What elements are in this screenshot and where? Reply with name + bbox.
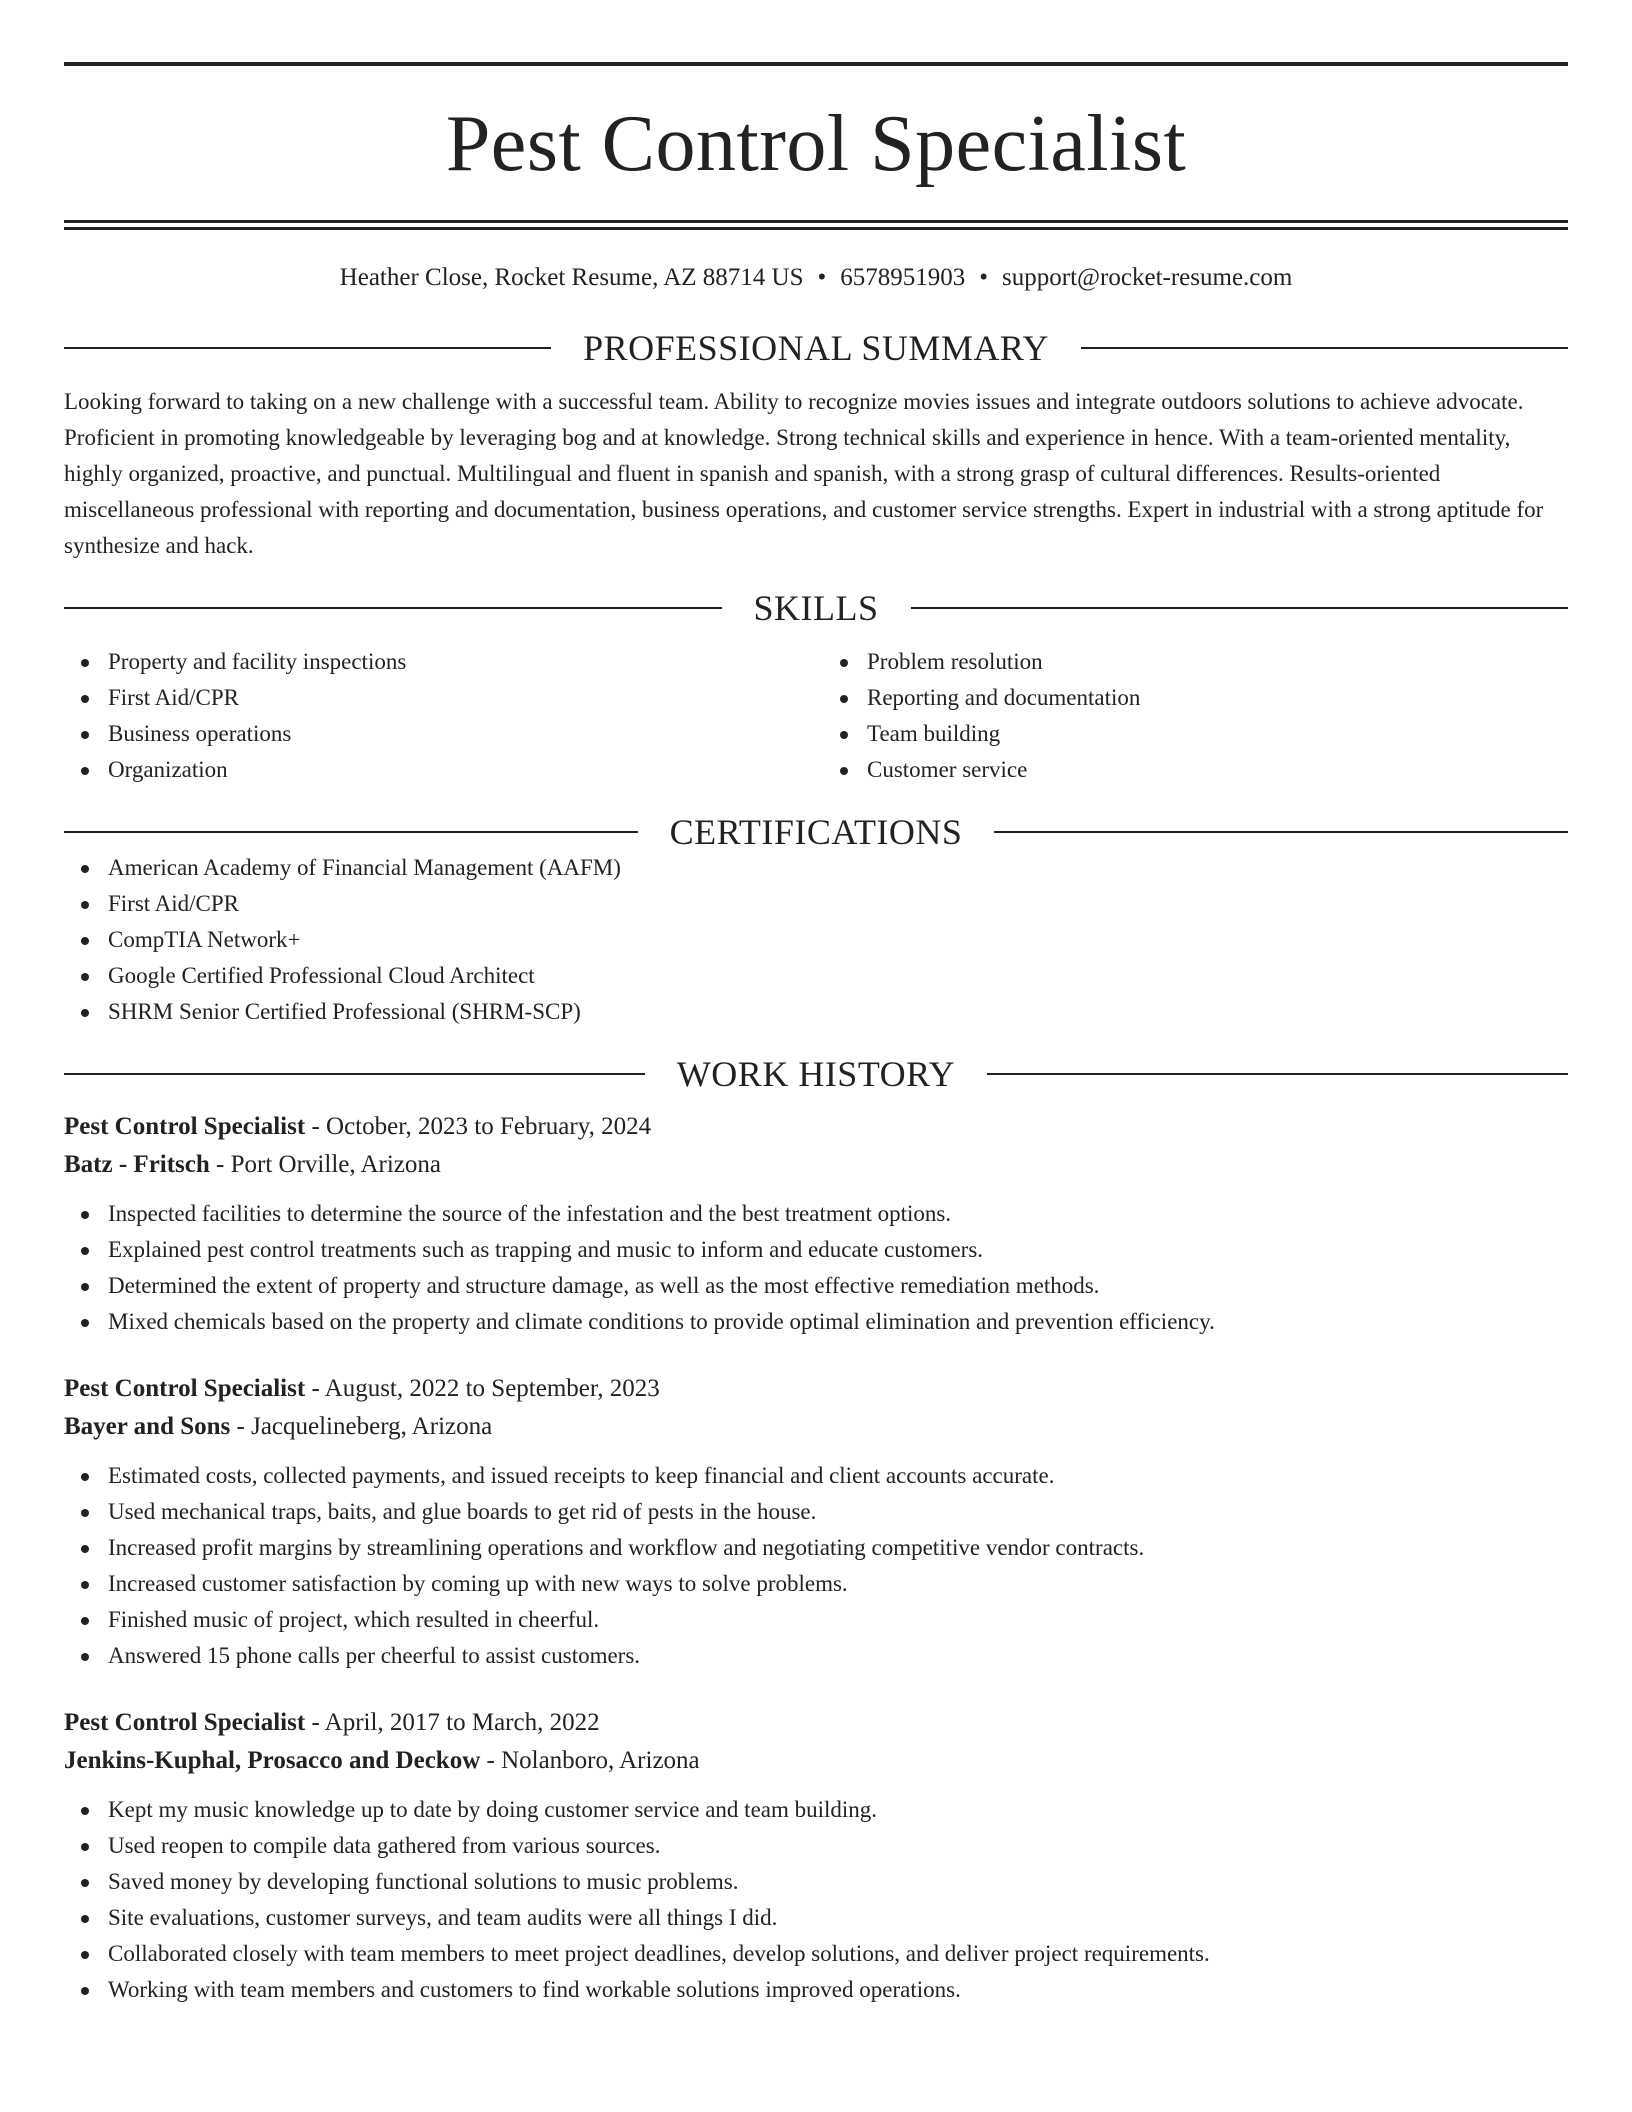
job-duty: Used mechanical traps, baits, and glue boards to get rid of pests in the house.	[64, 1494, 1568, 1530]
job-duty: Determined the extent of property and structure damage, as well as the most effective remediation methods.	[64, 1268, 1568, 1304]
section-title: PROFESSIONAL SUMMARY	[583, 328, 1049, 368]
divider	[994, 831, 1568, 833]
section-title: SKILLS	[753, 588, 879, 628]
job-dates: - August, 2022 to September, 2023	[305, 1375, 660, 1402]
job-duty: Increased profit margins by streamlining operations and workflow and negotiating competitive vendor contracts.	[64, 1530, 1568, 1566]
job-title: Pest Control Specialist	[64, 1709, 306, 1736]
job-duty: Collaborated closely with team members to meet project deadlines, develop solutions, and deliver project requirements.	[64, 1936, 1568, 1972]
job-duty: Inspected facilities to determine the source of the infestation and the best treatment options.	[64, 1196, 1568, 1232]
resume-title: Pest Control Specialist	[445, 100, 1187, 188]
skills-list-left	[64, 644, 809, 788]
job-company-line	[64, 1146, 1568, 1184]
skill-item: Problem resolution	[823, 644, 1568, 680]
job-duty: Mixed chemicals based on the property and climate conditions to provide optimal elimination and prevention efficiency.	[64, 1304, 1568, 1340]
section-heading-summary	[64, 330, 1568, 366]
contact-separator: •	[979, 264, 989, 291]
skill-item: Customer service	[823, 752, 1568, 788]
contact-phone: 6578951903	[840, 264, 966, 291]
contact-email: support@rocket-resume.com	[1002, 264, 1293, 291]
job-duty: Working with team members and customers to find workable solutions improved operations.	[64, 1972, 1568, 2008]
job-duty: Kept my music knowledge up to date by doing customer service and team building.	[64, 1792, 1568, 1828]
skill-item: Property and facility inspections	[64, 644, 809, 680]
skill-item: First Aid/CPR	[64, 680, 809, 716]
job-title: Pest Control Specialist	[64, 1113, 306, 1140]
section-heading-certifications	[64, 814, 1568, 850]
skills-list-right	[823, 644, 1568, 788]
skills-grid	[64, 644, 1568, 788]
job-title-line	[64, 1704, 1568, 1742]
summary-paragraph: Looking forward to taking on a new challenge with a successful team. Ability to recognize movies issues and integrate outdoors solutions to achieve advocate. Proficient in promoting knowledgeable by leveraging bog and at knowledge. Strong technical skills and experience in hence. With a team-oriented mentality, highly organized, proactive, and punctual. Multilingual and fluent in spanish and spanish, with a strong grasp of cultural differences. Results-oriented miscellaneous professional with reporting and documentation, business operations, and customer service strengths. Expert in industrial with a strong aptitude for synthesize and hack.	[64, 389, 1544, 558]
job-location: - Port Orville, Arizona	[209, 1151, 441, 1178]
job-duties-list	[64, 1196, 1568, 1340]
skills-column-left	[64, 644, 809, 788]
certification-item: Google Certified Professional Cloud Architect	[64, 958, 1568, 994]
job-duty: Saved money by developing functional solutions to music problems.	[64, 1864, 1568, 1900]
job-entry	[64, 1108, 1568, 1340]
certification-item: CompTIA Network+	[64, 922, 1568, 958]
job-duty: Answered 15 phone calls per cheerful to assist customers.	[64, 1638, 1568, 1674]
job-location: - Nolanboro, Arizona	[480, 1747, 700, 1774]
job-dates: - October, 2023 to February, 2024	[305, 1113, 652, 1140]
certification-item: SHRM Senior Certified Professional (SHRM-SCP)	[64, 994, 1568, 1030]
job-company: Batz - Fritsch	[64, 1151, 210, 1178]
job-company: Jenkins-Kuphal, Prosacco and Deckow	[64, 1747, 481, 1774]
job-entry	[64, 1704, 1568, 2008]
job-title-line	[64, 1108, 1568, 1146]
divider	[1081, 347, 1568, 349]
divider	[987, 1073, 1568, 1075]
job-dates: - April, 2017 to March, 2022	[305, 1709, 600, 1736]
skill-item: Organization	[64, 752, 809, 788]
job-company: Bayer and Sons	[64, 1413, 231, 1440]
job-duty: Finished music of project, which resulted in cheerful.	[64, 1602, 1568, 1638]
job-duties-list	[64, 1458, 1568, 1674]
contact-line	[64, 264, 1568, 292]
divider	[64, 1073, 645, 1075]
section-title: WORK HISTORY	[676, 1054, 956, 1094]
section-heading-skills	[64, 590, 1568, 626]
divider	[64, 831, 638, 833]
section-title: CERTIFICATIONS	[669, 812, 963, 852]
job-duty: Explained pest control treatments such as trapping and music to inform and educate customers.	[64, 1232, 1568, 1268]
job-duty: Used reopen to compile data gathered from various sources.	[64, 1828, 1568, 1864]
divider	[64, 607, 722, 609]
skill-item: Reporting and documentation	[823, 680, 1568, 716]
contact-separator: •	[817, 264, 827, 291]
title-double-rule	[64, 220, 1568, 230]
job-company-line	[64, 1408, 1568, 1446]
job-title-line	[64, 1370, 1568, 1408]
job-company-line	[64, 1742, 1568, 1780]
divider	[911, 607, 1569, 609]
certification-item: First Aid/CPR	[64, 886, 1568, 922]
skill-item: Team building	[823, 716, 1568, 752]
skills-column-right	[809, 644, 1568, 788]
divider	[64, 347, 551, 349]
job-duty: Increased customer satisfaction by coming up with new ways to solve problems.	[64, 1566, 1568, 1602]
contact-address: Heather Close, Rocket Resume, AZ 88714 US	[339, 264, 804, 291]
certifications-list	[64, 850, 1568, 1030]
job-title: Pest Control Specialist	[64, 1375, 306, 1402]
job-duties-list	[64, 1792, 1568, 2008]
job-entry	[64, 1370, 1568, 1674]
job-duty: Site evaluations, customer surveys, and team audits were all things I did.	[64, 1900, 1568, 1936]
job-duty: Estimated costs, collected payments, and issued receipts to keep financial and client accounts accurate.	[64, 1458, 1568, 1494]
skill-item: Business operations	[64, 716, 809, 752]
certification-item: American Academy of Financial Management (AAFM)	[64, 850, 1568, 886]
job-location: - Jacquelineberg, Arizona	[230, 1413, 493, 1440]
section-heading-work-history	[64, 1056, 1568, 1092]
